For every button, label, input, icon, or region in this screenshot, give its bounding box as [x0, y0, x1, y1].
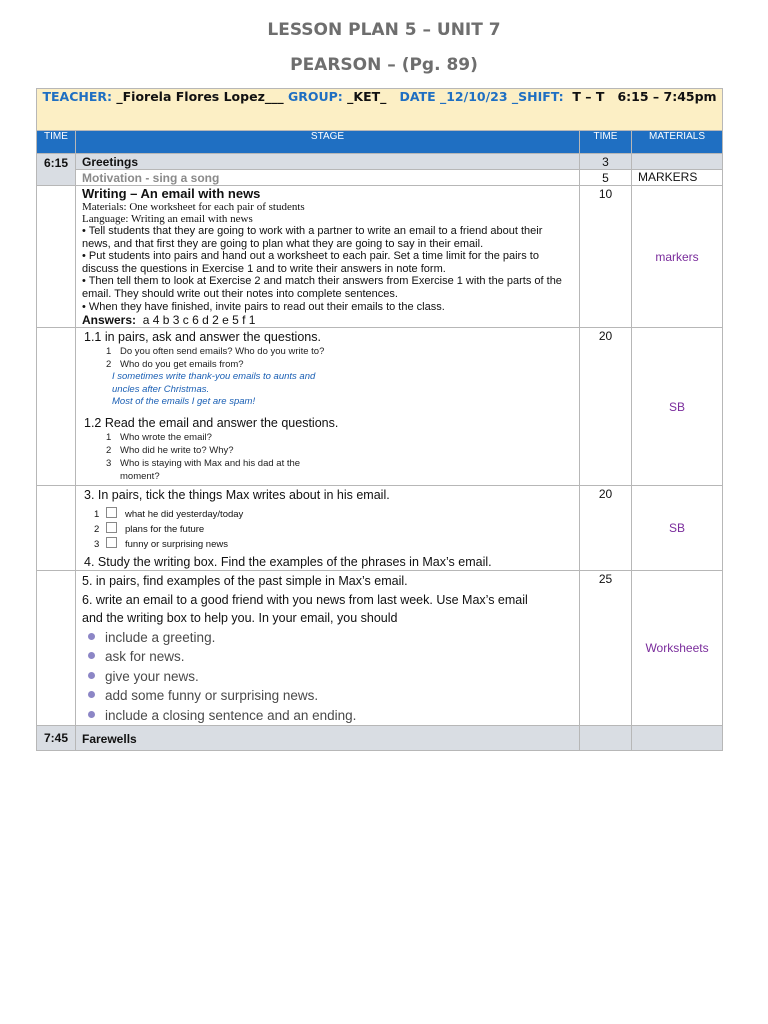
writing-language-line: Language: Writing an email with news: [82, 213, 253, 225]
exercise-5-stage: [76, 571, 580, 726]
writing-time: [37, 186, 76, 328]
item-number: 1: [106, 431, 112, 443]
item-text: include a greeting.: [105, 629, 216, 645]
email-checklist-item: [88, 647, 573, 667]
col-header-time: TIME: [37, 131, 76, 154]
sample-answer-line: uncles after Christmas.: [112, 383, 210, 395]
item-text: Who is staying with Max and his dad at the: [120, 457, 301, 469]
exercise-3-minutes: 20: [580, 486, 632, 571]
exercise-5-row: [37, 571, 723, 726]
shift-value: T – T: [572, 89, 605, 104]
group-label: GROUP:: [287, 89, 343, 104]
col-header-stage: STAGE: [76, 131, 580, 154]
checkbox-icon: [106, 522, 117, 533]
bullet-icon: [88, 633, 95, 640]
bullet-icon: [88, 691, 95, 698]
item-text: Who do you get emails from?: [120, 359, 244, 371]
col-header-materials: MATERIALS: [632, 131, 723, 154]
sample-answer-line: I sometimes write thank-you emails to aunts and: [112, 371, 316, 383]
item-number: 2: [106, 444, 112, 456]
item-text: add some funny or surprising news.: [105, 688, 319, 704]
writing-materials: markers: [632, 186, 723, 328]
question-1-2: 1.2 Read the email and answer the questions.: [84, 415, 339, 430]
item-text: give your news.: [105, 668, 199, 684]
exercise-1-materials: SB: [632, 328, 723, 486]
item-number: 3: [94, 539, 100, 551]
exercise-1-stage: [76, 328, 580, 486]
group-value: _KET_: [347, 89, 387, 104]
teacher-info-row: [37, 89, 723, 131]
farewells-row: [37, 726, 723, 751]
teacher-name: _Fiorela Flores Lopez___: [116, 89, 284, 104]
question-item: [106, 358, 573, 371]
answers-line: [82, 313, 573, 327]
farewells-minutes: [580, 726, 632, 751]
writing-stage: [76, 186, 580, 328]
exercise-5-minutes: 25: [580, 571, 632, 726]
writing-step: • When they have finished, invite pairs to read out their emails to the class.: [82, 300, 445, 313]
motivation-materials: MARKERS: [632, 170, 723, 186]
writing-materials-line: Materials: One worksheet for each pair of students: [82, 201, 305, 213]
col-header-minutes: TIME: [580, 131, 632, 154]
exercise-1-row: [37, 328, 723, 486]
item-text: plans for the future: [125, 524, 205, 536]
checkbox-icon: [106, 507, 117, 518]
answers-label: Answers:: [82, 313, 137, 328]
lesson-plan-title: LESSON PLAN 5 – UNIT 7: [267, 20, 501, 40]
teacher-info: [37, 89, 723, 131]
greetings-minutes: 3: [580, 154, 632, 170]
bullet-icon: [88, 652, 95, 659]
exercise-3-stage: [76, 486, 580, 571]
email-checklist-item: [88, 706, 573, 726]
column-header-row: [37, 131, 723, 154]
lesson-plan-subtitle: PEARSON – (Pg. 89): [290, 55, 478, 75]
email-checklist-item: [88, 686, 573, 706]
question-1-1: 1.1 in pairs, ask and answer the questions.: [84, 330, 321, 345]
sample-answer-line: Most of the emails I get are spam!: [112, 396, 256, 408]
question-3: 3. In pairs, tick the things Max writes about in his email.: [84, 488, 390, 503]
end-time: 7:45: [37, 726, 76, 751]
answers-value: a 4 b 3 c 6 d 2 e 5 f 1: [142, 313, 256, 328]
date-shift-label: DATE _12/10/23 _SHIFT:: [399, 89, 564, 104]
writing-row: [37, 186, 723, 328]
question-item: [106, 345, 573, 358]
exercise-3-materials: SB: [632, 486, 723, 571]
greetings-row: [37, 154, 723, 170]
writing-step: • Put students into pairs and hand out a worksheet to each pair. Set a time limit for the pairs to discuss the questions in Exercise 1 and to write their answers in note form.: [82, 250, 539, 275]
exercise-3-time: [37, 486, 76, 571]
bullet-icon: [88, 672, 95, 679]
question-5: 5. in pairs, find examples of the past simple in Max’s email.: [82, 574, 408, 589]
farewells-materials: [632, 726, 723, 751]
exercise-1-minutes: 20: [580, 328, 632, 486]
item-text: what he did yesterday/today: [125, 509, 244, 521]
greetings-stage: Greetings: [76, 154, 580, 170]
exercise-5-time: [37, 571, 76, 726]
item-text: ask for news.: [105, 649, 185, 665]
item-text: funny or surprising news: [125, 539, 228, 551]
question-item: [106, 470, 573, 483]
item-text: Who wrote the email?: [120, 431, 212, 443]
item-number: 1: [94, 509, 100, 521]
greetings-materials: [632, 154, 723, 170]
item-number: 2: [94, 524, 100, 536]
question-6-line-2: and the writing box to help you. In your email, you should: [82, 611, 398, 626]
motivation-row: [37, 170, 723, 186]
writing-minutes: 10: [580, 186, 632, 328]
checklist-item: [94, 522, 573, 537]
item-number: 1: [106, 346, 112, 358]
exercise-3-row: [37, 486, 723, 571]
exercise-5-materials: Worksheets: [632, 571, 723, 726]
bullet-icon: [88, 711, 95, 718]
exercise-1-time: [37, 328, 76, 486]
writing-step: • Tell students that they are going to work with a partner to write an email to a friend about their news, and that first they are going to plan what they are going to say in their email.: [82, 225, 543, 250]
checkbox-icon: [106, 537, 117, 548]
item-text: Who did he write to? Why?: [120, 444, 234, 456]
teacher-label: TEACHER:: [42, 89, 113, 104]
motivation-minutes: 5: [580, 170, 632, 186]
item-text: Do you often send emails? Who do you write to?: [120, 346, 325, 358]
question-6-line-1: 6. write an email to a good friend with you news from last week. Use Max’s email: [82, 592, 528, 607]
item-number: 3: [106, 457, 112, 469]
question-4: 4. Study the writing box. Find the examples of the phrases in Max’s email.: [84, 555, 492, 570]
item-text: include a closing sentence and an ending.: [105, 707, 357, 723]
lesson-plan-table: [36, 88, 723, 751]
checklist-item: [94, 507, 573, 522]
start-time: 6:15: [37, 154, 76, 186]
email-checklist-item: [88, 667, 573, 687]
motivation-stage: Motivation - sing a song: [76, 170, 580, 186]
question-item: [106, 457, 573, 470]
item-text: moment?: [120, 470, 160, 482]
class-time-value: 6:15 – 7:45pm: [617, 89, 717, 104]
writing-step: • Then tell them to look at Exercise 2 and match their answers from Exercise 1 with the parts of the email. They should write out their notes into complete sentences.: [82, 275, 562, 300]
question-item: [106, 431, 573, 444]
writing-title: Writing – An email with news: [82, 186, 261, 201]
email-checklist-item: [88, 628, 573, 648]
farewells-stage: Farewells: [76, 726, 580, 751]
item-number: 2: [106, 359, 112, 371]
question-item: [106, 444, 573, 457]
checklist-item: [94, 537, 573, 552]
